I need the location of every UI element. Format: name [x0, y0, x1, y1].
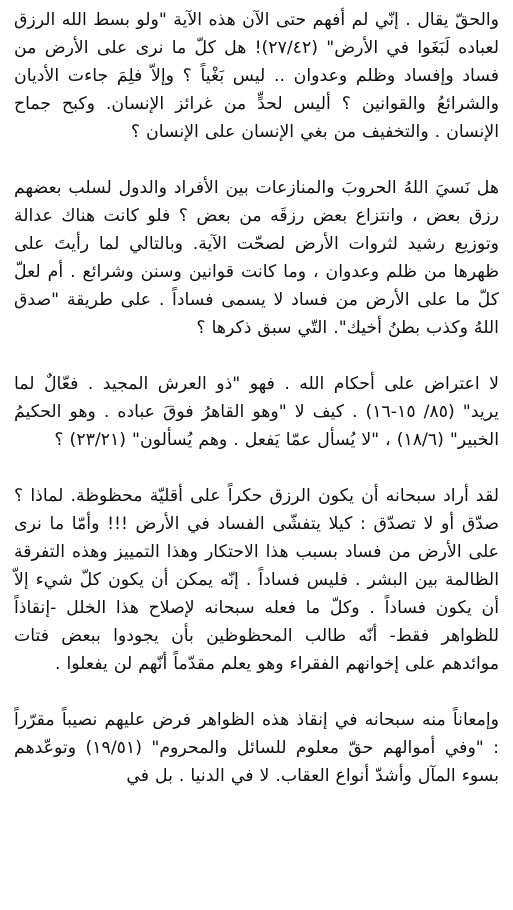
- paragraph-1: والحقّ يقال . إنّي لم أفهم حتى الآن هذه الآية "ولو بسط الله الرزق لعباده لَبَغَوا في الأرض" (٢٧/٤٢)! هل كلّ ما نرى على الأرض من فساد وإفساد وظلم وعدوان .. ليس بَغْياً ؟ وإلاّ فلِمَ جاءت الأديان والشرائعُ والقوانين ؟ أليس لحدٍّ من غرائز الإنسان. وكبح جماح الإنسان . والتخفيف من بغي الإنسان على الإنسان ؟: [14, 10, 499, 142]
- paragraph-3: لا اعتراض على أحكام الله . فهو "ذو العرش المجيد . فعّالٌ لما يريد" (٨٥/ ١٥-١٦) . كيف لا "وهو القاهرُ فوقَ عباده . وهو الحكيمُ الخبير" (١٨/٦) ، "لا يُسأل عمّا يَفعل . وهم يُسألون" (٢٣/٢١) ؟: [14, 374, 499, 450]
- paragraph-5: وإمعاناً منه سبحانه في إنقاذ هذه الظواهر فرض عليهم نصيباً مقرّراً : "وفي أموالهم حقّ معلوم للسائل والمحروم" (١٩/٥١) وتوعّدهم بسوء المآل وأشدّ أنواع العقاب. لا في الدنيا . بل في: [14, 710, 499, 786]
- paragraph-2: هل نَسيَ اللهُ الحروبَ والمنازعات بين الأفراد والدول لسلب بعضهم رزق بعض ، وانتزاع بعض رزقَه من بعض ؟ فلو كانت هناك عدالة وتوزيع رشيد لثروات الأرض لصحّت الآية. وبالتالي لما رأيتَ على ظهرها من ظلم وعدوان ، وما كانت قوانين وسنن وشرائع . أم لعلّ كلّ ما على الأرض من فساد لا يسمى فساداً . على طريقة "صدق اللهُ وكذب بطنُ أخيك". التّي سبق ذكرها ؟: [14, 178, 499, 338]
- paragraph-4: لقد أراد سبحانه أن يكون الرزق حكراً على أقليّة محظوظة. لماذا ؟ صدّق أو لا تصدّق : كيلا يتفشّى الفساد في الأرض !!! وأمّا ما نرى على الأرض من فساد بسبب هذا الاحتكار وهذا التمييز وهذه التفرقة الظالمة بين البشر . فليس فساداً . إنّه يمكن أن يكون كلّ شيء إلاّ أن يكون فساداً . وكلّ ما فعله سبحانه لإصلاح هذا الخلل -إنقاذاً للظواهر فقط- أنّه طالب المحظوظين بأن يجودوا ببعض فتات موائدهم على إخوانهم الفقراء وهو يعلم مقدّماً أنّهم لن يفعلوا .: [14, 486, 499, 674]
